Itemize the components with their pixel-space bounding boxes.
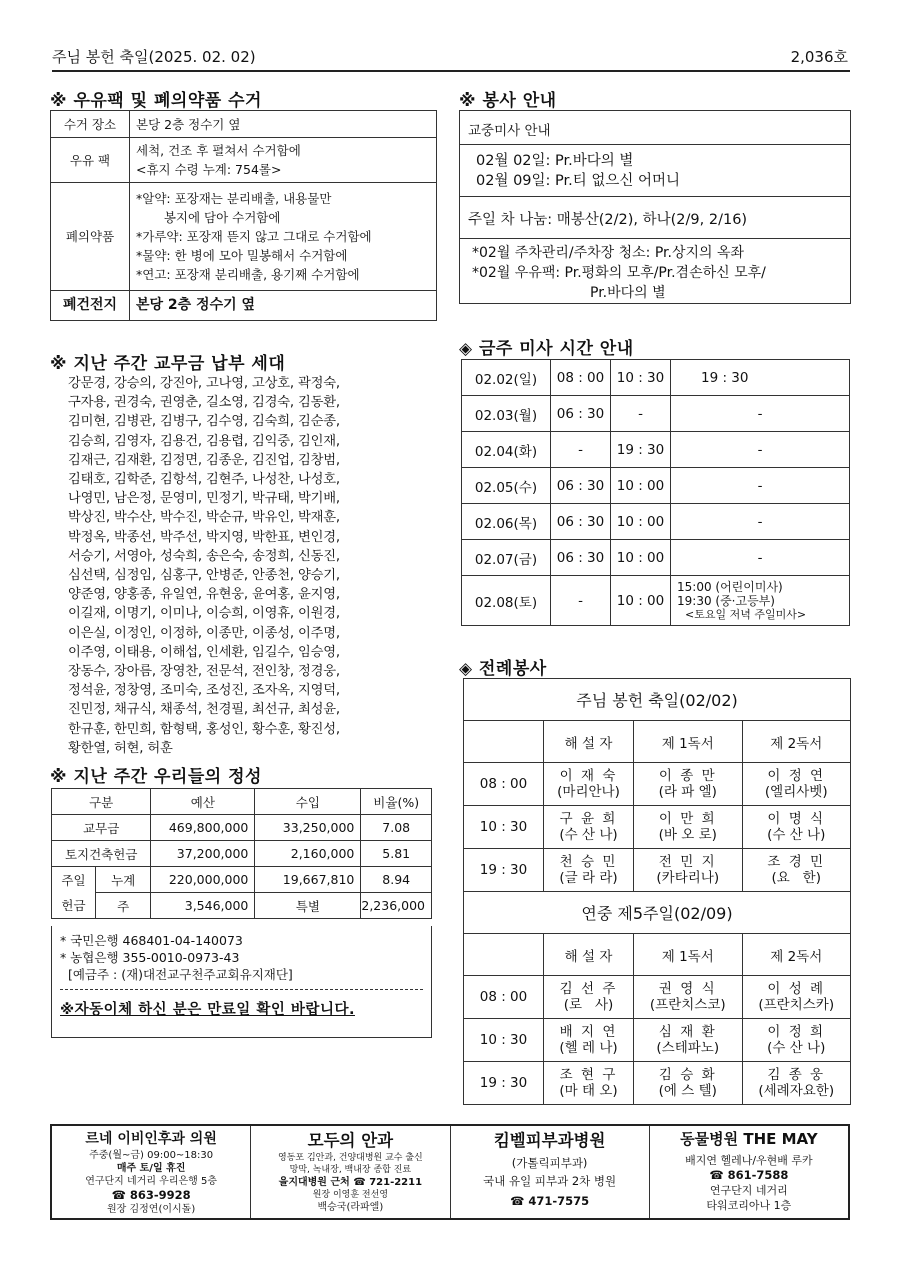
offering-header: 예산 [151, 789, 255, 815]
recycle-text: <휴지 수령 누계: 754롤> [136, 162, 282, 177]
liturgy-time: 08 : 00 [464, 763, 544, 806]
bulletin-title: 주님 봉헌 축일(2025. 02. 02) [52, 48, 256, 66]
table-row [464, 934, 851, 976]
offering-budget: 220,000,000 [151, 867, 255, 893]
list-item: 02월 02일: Pr.바다의 별 [476, 153, 634, 169]
liturgy-header: 해 설 자 [544, 934, 634, 976]
mass-time: 06 : 30 [551, 396, 611, 432]
person-name: 이 종 만 [658, 768, 717, 784]
offering-ratio: 7.08 [361, 815, 432, 841]
liturgy-header: 해 설 자 [544, 721, 634, 763]
table-row [464, 763, 851, 806]
bank-box [51, 926, 432, 1038]
bank-line: * 국민은행 468401-04-140073 [60, 933, 243, 948]
offering-budget: 3,546,000 [151, 893, 255, 919]
table-row [462, 396, 850, 432]
liturgy-title: ◈ 전례봉사 [459, 659, 547, 679]
table-row [52, 867, 432, 893]
table-row [462, 504, 850, 540]
ad-line: 영동포 김안과, 건양대병원 교수 출신 [278, 1153, 423, 1163]
mass-time: - [671, 540, 850, 576]
table-row [464, 1062, 851, 1105]
offering-budget: 469,800,000 [151, 815, 255, 841]
offering-table [51, 788, 432, 919]
recycle-text: 봉지에 담아 수거함에 [136, 210, 281, 225]
person-name: 조 경 민 [767, 854, 826, 870]
liturgy-time: 19 : 30 [464, 849, 544, 892]
mass-day: 02.04(화) [462, 432, 551, 468]
mass-title: ◈ 금주 미사 시간 안내 [459, 339, 634, 359]
table-row [462, 468, 850, 504]
ad-line: 망막, 녹내장, 백내장 종합 진료 [289, 1165, 412, 1175]
service-mass-list [460, 145, 850, 197]
mass-time: - [551, 432, 611, 468]
mass-time: - [671, 468, 850, 504]
list-item: *02월 주차관리/주차장 청소: Pr.상지의 옥좌 [472, 245, 745, 261]
mass-time: 10 : 30 [611, 360, 671, 396]
person-name: 조 현 구 [559, 1067, 618, 1083]
mass-time: 08 : 00 [551, 360, 611, 396]
person-name: 이 명 식 [767, 811, 826, 827]
list-item: 02월 09일: Pr.티 없으신 어머니 [476, 173, 681, 189]
liturgy-header: 제 1독서 [634, 721, 742, 763]
table-row [464, 679, 851, 721]
baptismal-name: (헬 레 나) [559, 1040, 618, 1056]
mass-time: - [671, 396, 850, 432]
offering-income: 33,250,000 [255, 815, 361, 841]
offering-ratio: 5.81 [361, 841, 432, 867]
special-label: 특별 [255, 893, 361, 919]
person-name: 김 선 주 [559, 981, 618, 997]
members-list [68, 374, 438, 758]
header-divider [52, 70, 850, 72]
recycle-label: 폐의약품 [51, 183, 130, 291]
table-row [462, 576, 850, 626]
list-item: 박상진, 박수산, 박수진, 박순규, 박유인, 박재훈, [68, 510, 340, 526]
baptismal-name: (프란치스카) [758, 997, 835, 1013]
baptismal-name: (수 산 나) [767, 827, 826, 843]
ad-line: 타워코리아나 1층 [706, 1199, 792, 1212]
mass-day: 02.07(금) [462, 540, 551, 576]
mass-day: 02.03(월) [462, 396, 551, 432]
mass-time: 06 : 30 [551, 540, 611, 576]
baptismal-name: (마리안나) [557, 784, 620, 800]
ad-line: 백승국(라파엘) [317, 1202, 384, 1213]
list-item: 박정옥, 박종선, 박주선, 박지영, 박한표, 변인경, [68, 529, 340, 545]
mass-time: 06 : 30 [551, 504, 611, 540]
list-item: 나영민, 남은정, 문영미, 민정기, 박규태, 박기배, [68, 491, 340, 507]
mass-table [461, 359, 850, 626]
baptismal-name: (프란치스코) [649, 997, 726, 1013]
person-name: 배 지 연 [559, 1024, 618, 1040]
mass-time: - [671, 504, 850, 540]
baptismal-name: (수 산 나) [767, 1040, 826, 1056]
list-item: 이주영, 이태용, 이해섭, 인세환, 임길수, 임승영, [68, 644, 340, 660]
offering-budget: 37,200,000 [151, 841, 255, 867]
recycle-text: 세척, 건조 후 펼쳐서 수거함에 [136, 143, 301, 158]
ad-line: 원장 이영훈 전선영 [312, 1190, 389, 1200]
service-notes [460, 239, 850, 303]
offering-header: 비율(%) [361, 789, 432, 815]
mass-time: 15:00 (어린이미사) [677, 579, 783, 594]
table-row [51, 111, 437, 138]
mass-day: 02.08(토) [462, 576, 551, 626]
baptismal-name: (세례자요한) [758, 1083, 835, 1099]
person-name: 심 재 환 [658, 1024, 717, 1040]
ad-title: 킴벨피부과병원 [493, 1131, 606, 1150]
person-name: 구 윤 희 [559, 811, 618, 827]
table-row [464, 849, 851, 892]
person-name: 김 종 웅 [767, 1067, 826, 1083]
mass-time: - [551, 576, 611, 626]
ad-title: 르네 이비인후과 의원 [85, 1131, 217, 1147]
offering-label: 교무금 [52, 815, 151, 841]
person-name: 이 정 희 [767, 1024, 826, 1040]
person-name: 천 승 민 [559, 854, 618, 870]
service-title: ※ 봉사 안내 [459, 91, 557, 111]
liturgy-week-title: 연중 제5주일(02/09) [464, 892, 851, 934]
mass-time: 19 : 30 [671, 360, 850, 396]
ad-line: 연구단지 네거리 우리은행 5층 [85, 1176, 218, 1187]
recycle-text: *연고: 포장재 분리배출, 용기째 수거함에 [136, 267, 360, 282]
baptismal-name: (요 한) [771, 870, 821, 886]
offering-income: 19,667,810 [255, 867, 361, 893]
table-row [464, 721, 851, 763]
mass-day: 02.02(일) [462, 360, 551, 396]
ad-line: 원장 김정연(이시돌) [106, 1204, 196, 1215]
list-item: 김승희, 김영자, 김용건, 김용렵, 김익중, 김인재, [68, 433, 340, 449]
liturgy-time: 10 : 30 [464, 806, 544, 849]
liturgy-time: 08 : 00 [464, 976, 544, 1019]
table-row [52, 841, 432, 867]
table-row [464, 806, 851, 849]
person-name: 이 성 례 [767, 981, 826, 997]
ad-animal-hospital [650, 1126, 848, 1218]
list-item: 황한열, 허현, 허훈 [68, 740, 173, 756]
baptismal-name: (에 스 텔) [658, 1083, 717, 1099]
baptismal-name: (카타리나) [656, 870, 720, 886]
person-name: 이 정 연 [767, 768, 826, 784]
service-subtitle: 교중미사 안내 [460, 111, 850, 145]
mass-time: 10 : 00 [611, 576, 671, 626]
ad-line: 국내 유일 피부과 2차 병원 [483, 1174, 617, 1188]
person-name: 김 승 화 [658, 1067, 717, 1083]
mass-time: 19 : 30 [611, 432, 671, 468]
mass-time: 06 : 30 [551, 468, 611, 504]
mass-time: 10 : 00 [611, 468, 671, 504]
list-item: 강문경, 강승의, 강진아, 고나영, 고상호, 곽정숙, [68, 376, 340, 391]
offering-ratio: 8.94 [361, 867, 432, 893]
offering-header: 구분 [52, 789, 151, 815]
list-item: 서승기, 서영아, 성숙희, 송은숙, 송정희, 신동진, [68, 548, 340, 564]
ad-line: 연구단지 네거리 [709, 1184, 788, 1197]
offering-label: 주 [96, 893, 151, 919]
special-amount: 2,236,000 [361, 893, 432, 919]
table-row [52, 893, 432, 919]
offering-label: 누계 [96, 867, 151, 893]
list-item: *02월 우유팩: Pr.평화의 모후/Pr.겸손하신 모후/ [472, 265, 766, 281]
list-item: 진민정, 채규식, 채종석, 천경필, 최선규, 최성윤, [68, 702, 340, 718]
recycle-text: 본당 2층 정수기 옆 [136, 297, 256, 313]
list-item: 장동수, 장아름, 장영찬, 전문석, 전인창, 정경웅, [68, 664, 340, 680]
baptismal-name: (마 태 오) [559, 1083, 618, 1099]
recycle-label: 폐건전지 [51, 291, 130, 321]
recycle-label: 수거 장소 [51, 111, 130, 138]
auto-transfer-notice: ※자동이체 하신 분은 만료일 확인 바랍니다. [60, 1002, 355, 1018]
bank-line: [예금주 : (재)대전교구천주교회유지재단] [60, 967, 293, 982]
ad-phone: ☎ 861-7588 [709, 1168, 789, 1182]
liturgy-table [463, 678, 851, 1105]
ad-dermatology [451, 1126, 650, 1218]
service-sharing: 주일 차 나눔: 매봉산(2/2), 하나(2/9, 2/16) [460, 197, 850, 239]
service-box [459, 110, 851, 304]
mass-time: - [611, 396, 671, 432]
table-row [51, 291, 437, 321]
ad-phone: ☎ 471-7575 [510, 1194, 590, 1208]
list-item: 이길재, 이명기, 이미나, 이승희, 이영휴, 이원경, [68, 606, 340, 622]
list-item: 양준영, 양홍종, 유일연, 유현웅, 윤여홍, 윤지영, [68, 587, 340, 603]
list-item: 김미현, 김병관, 김병구, 김수영, 김숙희, 김순종, [68, 414, 340, 430]
baptismal-name: (바 오 로) [658, 827, 717, 843]
liturgy-header: 제 1독서 [634, 934, 742, 976]
person-name: 이 만 희 [658, 811, 717, 827]
recycling-table [50, 110, 437, 321]
table-row [52, 815, 432, 841]
recycle-text: *알약: 포장재는 분리배출, 내용물만 [136, 191, 332, 206]
issue-number: 2,036호 [790, 48, 848, 66]
list-item: Pr.바다의 별 [590, 285, 666, 301]
baptismal-name: (스테파노) [656, 1040, 720, 1056]
list-item: 이은실, 이정인, 이정하, 이종만, 이종성, 이주명, [68, 625, 340, 641]
ad-title: 동물병원 THE MAY [680, 1130, 818, 1148]
baptismal-name: (글 라 라) [559, 870, 618, 886]
person-name: 전 민 지 [658, 854, 717, 870]
liturgy-time: 10 : 30 [464, 1019, 544, 1062]
ad-ent-clinic [52, 1126, 251, 1218]
list-item: 구자용, 권경숙, 권영춘, 길소영, 김경숙, 김동환, [68, 395, 340, 411]
sunday-label: 헌금 [52, 893, 96, 919]
mass-time: 19:30 (중·고등부) [677, 593, 775, 608]
ads-bar [50, 1124, 850, 1220]
ad-phone: ☎ 863-9928 [111, 1188, 191, 1202]
liturgy-header: 제 2독서 [742, 934, 851, 976]
members-title: ※ 지난 주간 교무금 납부 세대 [50, 354, 286, 374]
recycle-label: 우유 팩 [51, 138, 130, 183]
table-row [464, 892, 851, 934]
liturgy-header: 제 2독서 [742, 721, 851, 763]
table-row [51, 183, 437, 291]
ad-line: (가톨릭피부과) [511, 1156, 588, 1170]
table-row [464, 976, 851, 1019]
liturgy-week-title: 주님 봉헌 축일(02/02) [464, 679, 851, 721]
person-name: 권 영 식 [658, 981, 717, 997]
table-row [464, 1019, 851, 1062]
ad-line: 배지연 헬레나/우현배 루카 [685, 1154, 813, 1167]
baptismal-name: (로 사) [563, 997, 614, 1013]
mass-time: 10 : 00 [611, 504, 671, 540]
baptismal-name: (수 산 나) [559, 827, 618, 843]
baptismal-name: (라 파 엘) [658, 784, 717, 800]
baptismal-name: (엘리사벳) [764, 784, 828, 800]
ad-phone: 을지대병원 근처 ☎ 721-2211 [278, 1177, 423, 1188]
bank-line: * 농협은행 355-0010-0973-43 [60, 950, 240, 965]
ad-title: 모두의 안과 [307, 1131, 394, 1150]
list-item: 심선택, 심정임, 심홍구, 안병준, 안종천, 양승기, [68, 568, 340, 584]
table-row [52, 789, 432, 815]
list-item: 한규훈, 한민희, 함형택, 홍성인, 황수훈, 황진성, [68, 721, 340, 737]
liturgy-time: 19 : 30 [464, 1062, 544, 1105]
offering-header: 수입 [255, 789, 361, 815]
ad-eye-clinic [251, 1126, 450, 1218]
mass-day: 02.06(목) [462, 504, 551, 540]
sunday-label: 주일 [52, 867, 96, 893]
mass-time: - [671, 432, 850, 468]
table-row [51, 138, 437, 183]
person-name: 이 재 숙 [559, 768, 618, 784]
ad-line: 매주 토/일 휴진 [116, 1163, 186, 1174]
table-row [462, 432, 850, 468]
mass-note: <토요일 저녁 주일미사> [685, 607, 807, 621]
ad-line: 주중(월~금) 09:00~18:30 [89, 1150, 214, 1161]
list-item: 정석윤, 정창영, 조미숙, 조성진, 조자옥, 지영덕, [68, 683, 340, 699]
table-row [462, 540, 850, 576]
recycling-title: ※ 우유팩 및 폐의약품 수거 [50, 91, 262, 111]
recycle-text: 본당 2층 정수기 옆 [136, 116, 241, 132]
table-row [462, 360, 850, 396]
offering-title: ※ 지난 주간 우리들의 정성 [50, 767, 262, 787]
list-item: 김태호, 김학준, 김항석, 김현주, 나성찬, 나성호, [68, 472, 340, 488]
mass-day: 02.05(수) [462, 468, 551, 504]
list-item: 김재근, 김재환, 김정면, 김종운, 김진업, 김창범, [68, 452, 340, 468]
recycle-text: *가루약: 포장재 뜯지 않고 그대로 수거함에 [136, 229, 372, 244]
recycle-text: *물약: 한 병에 모아 밀봉해서 수거함에 [136, 248, 348, 263]
offering-income: 2,160,000 [255, 841, 361, 867]
mass-time: 10 : 00 [611, 540, 671, 576]
offering-label: 토지건축헌금 [52, 841, 151, 867]
